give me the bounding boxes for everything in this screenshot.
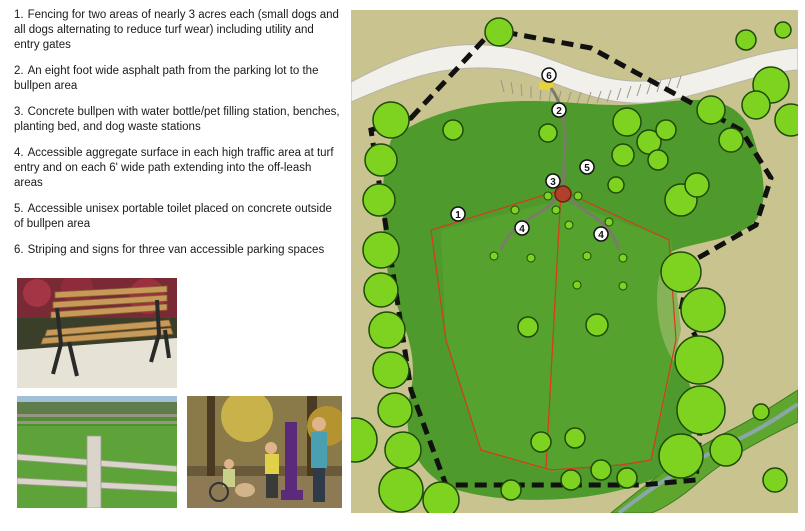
marker-4-right xyxy=(594,227,608,241)
marker-label: 1 xyxy=(455,210,461,221)
notes-list xyxy=(14,8,342,269)
marker-2 xyxy=(552,103,566,117)
site-plan xyxy=(351,10,798,513)
note-text: Fencing for two areas of nearly 3 acres each (small dogs and all dogs alternating to reduce turf wear) including utility and entry gates xyxy=(14,9,339,51)
marker-1 xyxy=(451,207,465,221)
note-item xyxy=(14,243,342,258)
note-text: Concrete bullpen with water bottle/pet filling station, benches, planting bed, and dog waste stations xyxy=(14,106,340,133)
bench-photo xyxy=(17,278,177,388)
marker-label: 4 xyxy=(519,224,525,235)
marker-5 xyxy=(580,160,594,174)
note-number: 5. xyxy=(14,203,24,215)
note-text: Accessible aggregate surface in each high traffic area at turf entry and on each 6' wide path extending into the off-leash areas xyxy=(14,147,334,189)
note-number: 2. xyxy=(14,65,24,77)
marker-label: 2 xyxy=(556,106,562,117)
note-number: 4. xyxy=(14,147,24,159)
note-item xyxy=(14,8,342,53)
note-item xyxy=(14,202,342,232)
note-text: Striping and signs for three van accessible parking spaces xyxy=(27,244,325,256)
note-number: 1. xyxy=(14,9,24,21)
bullpen xyxy=(555,186,571,202)
note-number: 3. xyxy=(14,106,24,118)
water-station-photo xyxy=(187,396,342,508)
note-item xyxy=(14,146,342,191)
off-leash-area xyxy=(441,200,681,472)
marker-3 xyxy=(546,174,560,188)
fence-photo xyxy=(17,396,177,508)
marker-label: 6 xyxy=(546,71,552,82)
marker-4-left xyxy=(515,221,529,235)
note-text: Accessible unisex portable toilet placed on concrete outside of bullpen area xyxy=(14,203,332,230)
note-item xyxy=(14,64,342,94)
note-number: 6. xyxy=(14,244,24,256)
bench-illustration xyxy=(17,278,177,388)
marker-label: 5 xyxy=(584,163,590,174)
site-plan-drawing xyxy=(351,10,798,513)
note-item xyxy=(14,105,342,135)
marker-label: 4 xyxy=(598,230,604,241)
marker-label: 3 xyxy=(550,177,556,188)
water-station-illustration xyxy=(187,396,342,508)
marker-6 xyxy=(542,68,556,82)
note-text: An eight foot wide asphalt path from the parking lot to the bullpen area xyxy=(14,65,319,92)
fence-illustration xyxy=(17,396,177,508)
